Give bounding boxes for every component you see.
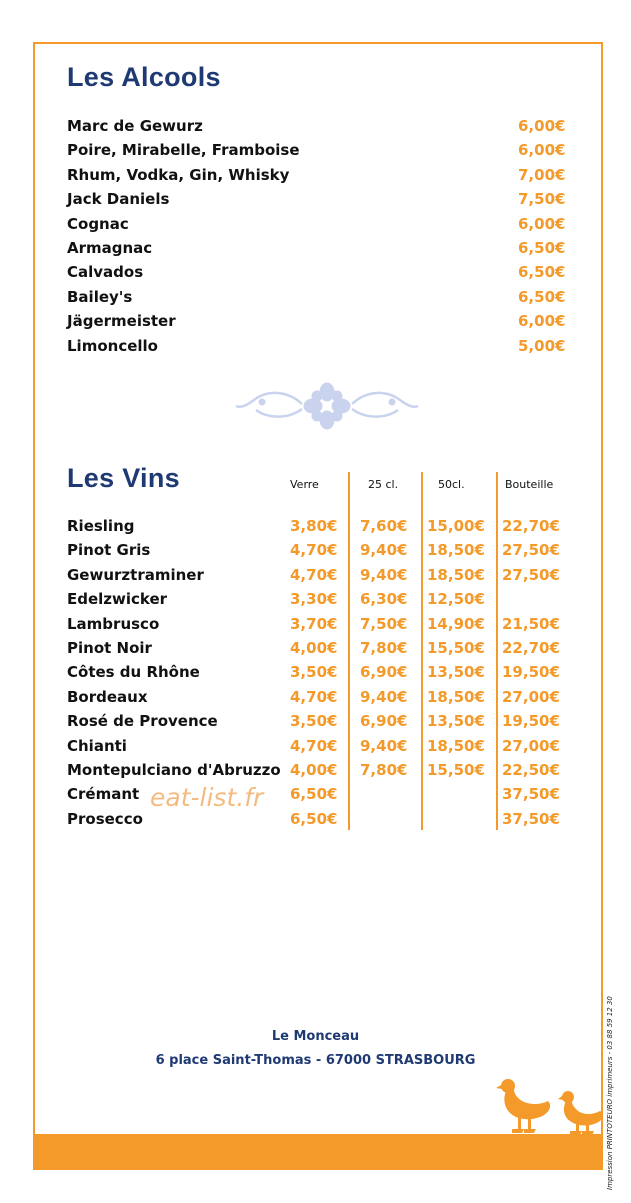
vin-price-bouteille: 27,50€ <box>502 541 560 560</box>
alcool-item-name: Bailey's <box>67 287 133 306</box>
ducks-icon <box>496 1075 604 1137</box>
floral-ornament-icon <box>232 380 422 432</box>
alcool-item-name: Rhum, Vodka, Gin, Whisky <box>67 165 290 184</box>
restaurant-address: 6 place Saint-Thomas - 67000 STRASBOURG <box>155 1053 476 1068</box>
vin-price-50cl: 18,50€ <box>427 736 485 755</box>
alcool-item-price: 7,50€ <box>518 190 566 209</box>
vin-price-bouteille: 21,50€ <box>502 614 560 633</box>
vin-price-bouteille: 27,00€ <box>502 687 560 706</box>
vin-price-bouteille: 27,50€ <box>502 565 560 584</box>
alcool-item-name: Limoncello <box>67 336 158 355</box>
vin-price-verre: 4,70€ <box>290 565 338 584</box>
vin-price-bouteille: 37,50€ <box>502 785 560 804</box>
vin-price-50cl: 15,50€ <box>427 639 485 657</box>
alcool-item-price: 6,00€ <box>518 312 566 331</box>
vin-price-bouteille: 19,50€ <box>502 712 560 731</box>
vin-price-25cl: 9,40€ <box>360 541 408 560</box>
vin-price-verre: 4,70€ <box>290 736 338 755</box>
vin-price-bouteille: 19,50€ <box>502 663 560 682</box>
vin-price-verre: 3,70€ <box>290 614 338 633</box>
alcool-item-price: 6,00€ <box>518 141 566 160</box>
alcool-item-price: 6,00€ <box>518 214 566 233</box>
vin-price-bouteille: 37,50€ <box>502 809 560 828</box>
col-header-25cl: 25 cl. <box>368 478 399 491</box>
vin-price-50cl: 14,90€ <box>427 614 485 633</box>
vin-price-25cl: 9,40€ <box>360 736 408 755</box>
vin-item-name: Edelzwicker <box>67 590 168 609</box>
vin-price-50cl: 13,50€ <box>427 712 485 731</box>
vin-price-25cl: 7,80€ <box>360 639 408 657</box>
vins-title: Les Vins <box>67 463 180 493</box>
col-header-50cl: 50cl. <box>438 478 465 491</box>
alcool-item-price: 7,00€ <box>518 165 566 184</box>
column-divider <box>421 472 423 830</box>
vin-item-name: Montepulciano d'Abruzzo <box>67 761 281 779</box>
vin-price-50cl: 15,00€ <box>427 517 485 535</box>
vin-price-bouteille: 22,70€ <box>502 639 560 657</box>
alcool-item-name: Marc de Gewurz <box>67 117 203 135</box>
alcool-item-name: Jack Daniels <box>67 190 170 209</box>
col-header-bouteille: Bouteille <box>505 478 554 491</box>
vin-item-name: Riesling <box>67 517 135 535</box>
vin-price-verre: 4,00€ <box>290 761 338 779</box>
vin-price-50cl: 18,50€ <box>427 687 485 706</box>
vin-price-verre: 3,50€ <box>290 712 338 731</box>
vin-price-verre: 4,70€ <box>290 687 338 706</box>
vin-price-verre: 3,50€ <box>290 663 338 682</box>
vin-item-name: Rosé de Provence <box>67 712 218 731</box>
vin-price-bouteille: 27,00€ <box>502 736 560 755</box>
vin-price-bouteille: 22,50€ <box>502 761 560 779</box>
vin-price-25cl: 7,80€ <box>360 761 408 779</box>
col-header-verre: Verre <box>290 478 319 491</box>
vin-price-25cl: 6,30€ <box>360 590 408 609</box>
vin-price-50cl: 12,50€ <box>427 590 485 609</box>
alcool-item-name: Jägermeister <box>67 312 176 331</box>
vin-price-25cl: 9,40€ <box>360 565 408 584</box>
vin-price-25cl: 7,50€ <box>360 614 408 633</box>
column-divider <box>496 472 498 830</box>
vin-price-25cl: 9,40€ <box>360 687 408 706</box>
alcool-item-name: Cognac <box>67 214 129 233</box>
vin-price-verre: 6,50€ <box>290 785 338 804</box>
vin-price-verre: 4,00€ <box>290 639 338 657</box>
vin-item-name: Pinot Noir <box>67 639 152 657</box>
vin-item-name: Prosecco <box>67 809 143 828</box>
vin-price-bouteille: 22,70€ <box>502 517 560 535</box>
vin-price-25cl: 6,90€ <box>360 663 408 682</box>
vin-price-50cl: 13,50€ <box>427 663 485 682</box>
watermark: eat-list.fr <box>150 783 264 812</box>
vin-price-25cl: 7,60€ <box>360 517 408 535</box>
vin-item-name: Pinot Gris <box>67 541 151 560</box>
bottom-band <box>33 1134 603 1170</box>
alcool-item-name: Calvados <box>67 263 144 282</box>
restaurant-name: Le Monceau <box>271 1029 360 1044</box>
vin-price-50cl: 15,50€ <box>427 761 485 779</box>
vin-item-name: Côtes du Rhône <box>67 663 200 682</box>
alcool-item-price: 6,50€ <box>518 239 566 257</box>
vin-price-verre: 3,80€ <box>290 517 338 535</box>
vin-price-50cl: 18,50€ <box>427 565 485 584</box>
vin-price-verre: 3,30€ <box>290 590 338 609</box>
vin-item-name: Bordeaux <box>67 687 148 706</box>
alcool-item-name: Armagnac <box>67 239 153 257</box>
vin-item-name: Lambrusco <box>67 614 160 633</box>
vin-item-name: Crémant <box>67 785 140 804</box>
alcool-item-price: 6,50€ <box>518 263 566 282</box>
printer-note: Impression PRINTOTEURO imprimeurs - 03 88 59 12 30 <box>606 996 614 1190</box>
vin-item-name: Gewurztraminer <box>67 565 204 584</box>
vin-price-50cl: 18,50€ <box>427 541 485 560</box>
vin-price-verre: 6,50€ <box>290 809 338 828</box>
alcools-title: Les Alcools <box>67 62 221 92</box>
alcool-item-price: 5,00€ <box>518 336 566 355</box>
alcool-item-price: 6,50€ <box>518 287 566 306</box>
alcool-item-price: 6,00€ <box>518 117 566 135</box>
alcool-item-name: Poire, Mirabelle, Framboise <box>67 141 300 160</box>
vin-item-name: Chianti <box>67 736 127 755</box>
vin-price-verre: 4,70€ <box>290 541 338 560</box>
column-divider <box>348 472 350 830</box>
vin-price-25cl: 6,90€ <box>360 712 408 731</box>
